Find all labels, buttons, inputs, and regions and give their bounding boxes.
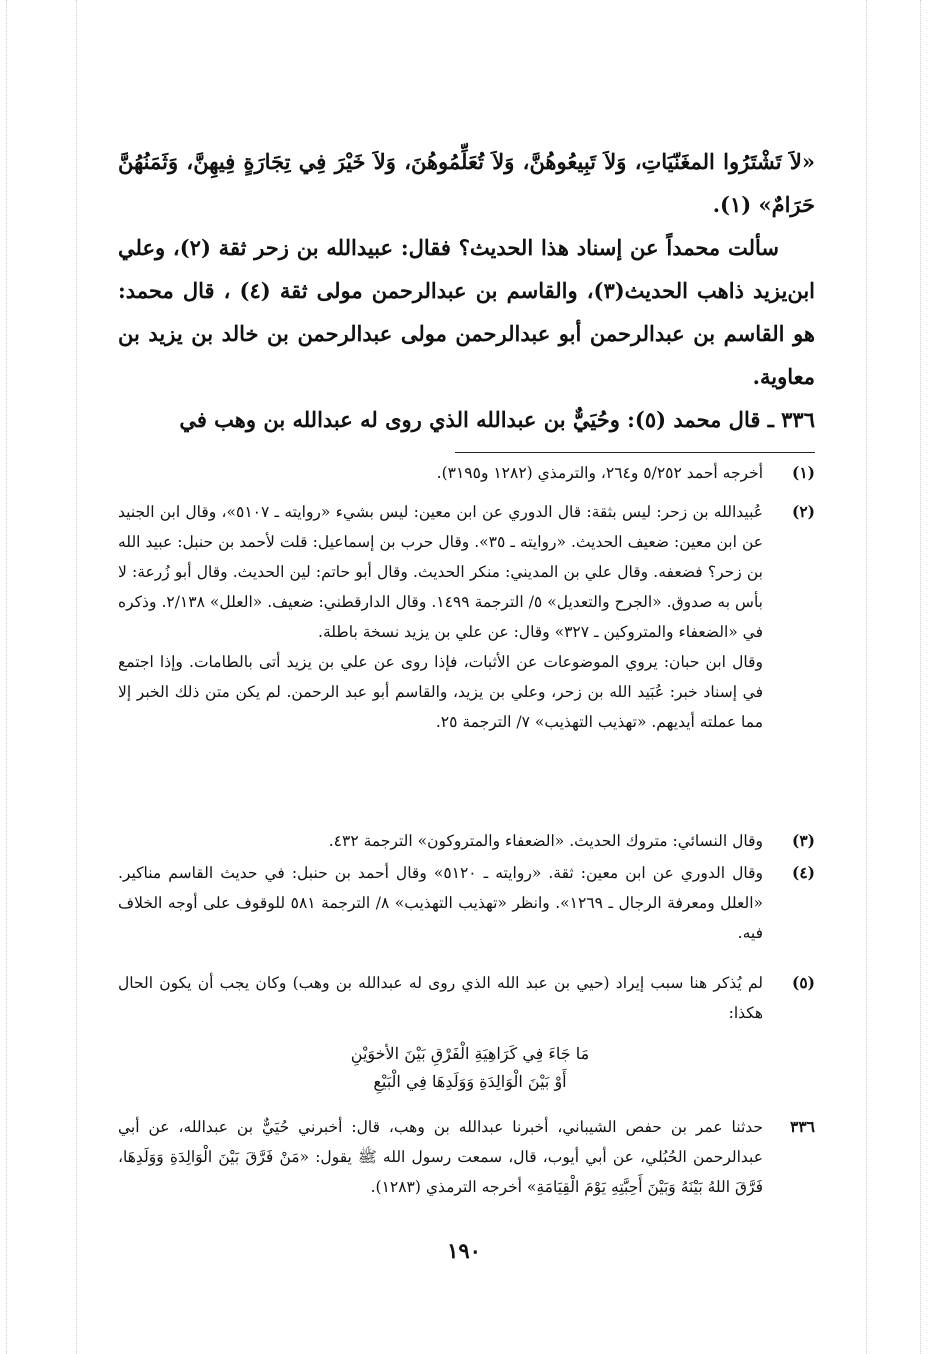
footnote-number: (٣) [791,831,815,850]
paragraph-text: سألت محمداً عن إسناد هذا الحديث؟ فقال: عبيدالله بن زحر ثقة (٢)، وعلي ابن‌يزيد ذاهب الحديث(٣)، والقاسم بن عبدالرحمن مولى ثقة (٤) ، قال محمد: هو القاسم بن عبدالرحمن أبو عبدالرحمن مولى عبدالرحمن بن خالد بن يزيد بن معاوية. [118,235,816,389]
quote-text: «لاَ تَشْتَرُوا المغَنّيَاتِ، وَلاَ تَبِيعُوهُنَّ، وَلاَ تُعَلِّمُوهُنَ، وَلاَ خَيْرَ فِي تِجَارَةٍ فِيهِنَّ، وَثَمَنُهُنَّ حَرَامٌ» (١). [118,149,815,217]
chapter-title-text: مَا جَاءَ فِي كَرَاهِيَةِ الْفَرْقِ بَيْنَ الأخوَيْنِ [350,1044,590,1063]
scan-edge-left [6,0,7,1354]
footnote-number: (٤) [791,863,815,882]
chapter-title-line-1 [300,1040,640,1068]
footnote-text: وقال الدوري عن ابن معين: ثقة. «روايته ـ ٥١٢٠» وقال أحمد بن حنبل: في حديث القاسم مناكير. «العلل ومعرفة الرجال ـ ١٢٦٩». وانظر «تهذيب التهذيب» ٨/ الترجمة ٥٨١ للوقوف على أوجه الخلاف فيه. [118,864,764,942]
footnote-divider [455,452,815,453]
hadith-number: ٣٣٦ [790,1117,815,1136]
hadith-336 [118,1112,815,1202]
hadith-text: حدثنا عمر بن حفص الشيباني، أخبرنا عبدالله بن وهب، قال: أخبرني حُيَيٌّ بن عبدالله، عن أبي عبدالرحمن الحُبُلي، عن أبي أيوب، قال، سمعت رسول الله ﷺ يقول: «مَنْ فَرَّقَ بَيْنَ الْوَالِدَةِ وَوَلَدِهَا، فَرَّقَ اللهُ بَيْنَهُ وَبَيْنَ أَحِبَّتِهِ يَوْمَ الْقِيَامَةِ» أخرجه الترمذي (١٢٨٣). [118,1118,763,1196]
footnote-1 [118,458,815,488]
footnote-number: (٥) [791,973,815,992]
scan-edge-right-inner [866,0,867,1354]
scan-edge-left-inner [76,0,77,1354]
footnote-number: (١) [791,463,815,482]
footnote-number: (٢) [791,502,815,521]
chapter-title-text: أَوْ بَيْنَ الْوَالِدَةِ وَوَلَدِهَا فِي الْبَيْعِ [373,1072,567,1091]
scan-edge-right [920,0,921,1354]
main-paragraph [118,226,815,398]
footnote-4 [118,858,815,948]
footnote-text: لم يُذكر هنا سبب إيراد (حيي بن عبد الله الذي روى له عبدالله بن وهب) وكان يجب أن يكون الحال هكذا: [118,974,763,1022]
entry-336-text: ٣٣٦ ـ قال محمد (٥): وحُيَيٌّ بن عبدالله الذي روى له عبدالله بن وهب في [179,407,815,432]
footnote-text: وقال ابن حبان: يروي الموضوعات عن الأثبات، فإذا روى عن علي بن يزيد أتى بالطامات. وإذا اجتمع في إسناد خبر: عُبَيد الله بن زحر، وعلي بن يزيد، والقاسم أبو عبد الرحمن. لم يكن متن ذلك الخبر إلا مما عملته أيديهم. «تهذيب التهذيب» ٧/ الترجمة ٢٥. [118,653,763,731]
footnote-text: أخرجه أحمد ٥/٢٥٢ و٢٦٤، والترمذي (١٢٨٢ و٣١٩٥). [436,464,763,482]
footnote-text: عُبيدالله بن زحر: ليس بثقة: قال الدوري عن ابن معين: ليس بشيء «روايته ـ ٥١٠٧»، وقال ابن الجنيد عن ابن معين: ضعيف الحديث. «روايته ـ ٣٥». وقال حرب بن إسماعيل: قلت لأحمد بن حنبل: عبيد الله بن زحر؟ فضعفه. وقال علي بن المديني: منكر الحديث. وقال أبو حاتم: لين الحديث. وقال أبو زُرعة: لا بأس به صدوق. «الجرح والتعديل» ٥/ الترجمة ١٤٩٩. وقال الدارقطني: ضعيف. «العلل» ٢/١٣٨. وذكره في «الضعفاء والمتروكين ـ ٣٢٧» وقال: عن علي بن يزيد نسخة باطلة. [118,503,763,641]
footnote-2 [118,497,815,737]
chapter-title-line-2 [300,1068,640,1096]
entry-336-heading [118,398,815,441]
page-number: ١٩٠ [447,1238,481,1263]
footnote-text: وقال النسائي: متروك الحديث. «الضعفاء والمتروكون» الترجمة ٤٣٢. [328,832,763,850]
main-quote [118,140,815,226]
footnote-5 [118,968,815,1028]
footnote-3 [118,826,815,856]
